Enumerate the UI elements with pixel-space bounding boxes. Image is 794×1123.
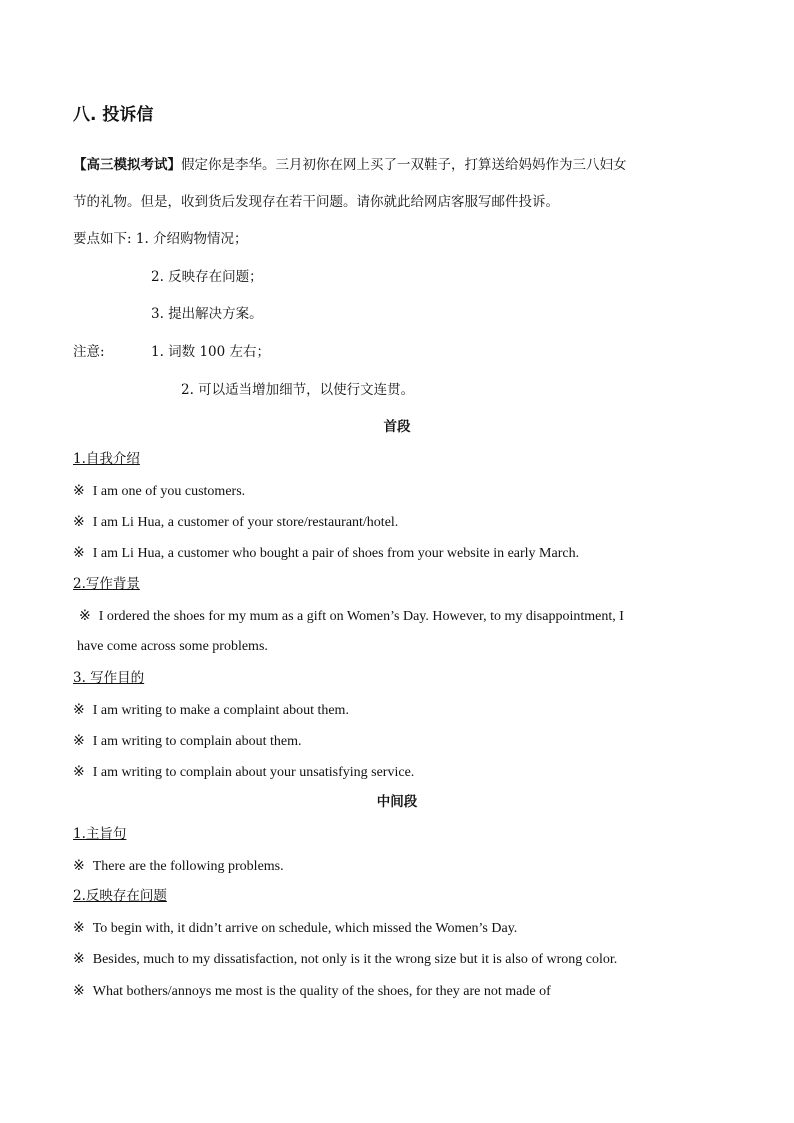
prompt-tag: 【高三模拟考试】 xyxy=(73,157,181,173)
reference-sentence: ※ I am writing to make a complaint about them. xyxy=(73,702,349,718)
section-title: 八. 投诉信 xyxy=(73,105,154,125)
reference-sentence: ※ I am Li Hua, a customer of your store/restaurant/hotel. xyxy=(73,514,399,530)
note-item: 1. 词数 100 左右； xyxy=(151,344,271,360)
prompt-line-1 xyxy=(73,156,627,174)
part1-sub3-heading: 3. 写作目的 xyxy=(73,670,145,686)
requirement-item: 2. 反映存在问题； xyxy=(151,269,263,285)
prompt-line-2: 节的礼物。但是，收到货后发现存在若干问题。请你就此给网店客服写邮件投诉。 xyxy=(73,194,559,210)
reference-sentence: ※ I ordered the shoes for my mum as a gift on Women’s Day. However, to my disappointment, I xyxy=(79,608,624,624)
prompt-text-1: 假定你是李华。三月初你在网上买了一双鞋子，打算送给妈妈作为三八妇女 xyxy=(181,157,627,173)
part2-title: 中间段 xyxy=(376,794,418,810)
requirement-item: 1. 介绍购物情况； xyxy=(135,231,248,247)
reference-sentence: ※ Besides, much to my dissatisfaction, not only is it the wrong size but it is also of wrong color. xyxy=(73,951,618,967)
reference-sentence: ※ I am writing to complain about them. xyxy=(73,733,302,749)
requirement-item: 3. 提出解决方案。 xyxy=(151,306,263,322)
reference-sentence: ※ I am writing to complain about your unsatisfying service. xyxy=(73,764,415,780)
part1-title: 首段 xyxy=(383,419,411,435)
reference-sentence: ※ I am one of you customers. xyxy=(73,483,246,499)
note-item: 2. 可以适当增加细节，以使行文连贯。 xyxy=(181,382,415,398)
part2-sub2-heading: 2.反映存在问题 xyxy=(73,888,167,904)
part1-sub2-heading: 2.写作背景 xyxy=(73,576,140,592)
requirements-row-1 xyxy=(73,230,248,248)
requirements-label: 要点如下: xyxy=(73,231,132,247)
reference-sentence: ※ What bothers/annoys me most is the quality of the shoes, for they are not made of xyxy=(73,983,551,999)
reference-sentence-continued: have come across some problems. xyxy=(77,639,268,654)
part2-sub1-heading: 1.主旨句 xyxy=(73,826,127,842)
reference-sentence: ※ There are the following problems. xyxy=(73,858,284,874)
reference-sentence: ※ To begin with, it didn’t arrive on schedule, which missed the Women’s Day. xyxy=(73,920,518,936)
notes-label: 注意: xyxy=(73,344,105,360)
part1-sub1-heading: 1.自我介绍 xyxy=(73,451,140,467)
reference-sentence: ※ I am Li Hua, a customer who bought a pair of shoes from your website in early March. xyxy=(73,545,580,561)
